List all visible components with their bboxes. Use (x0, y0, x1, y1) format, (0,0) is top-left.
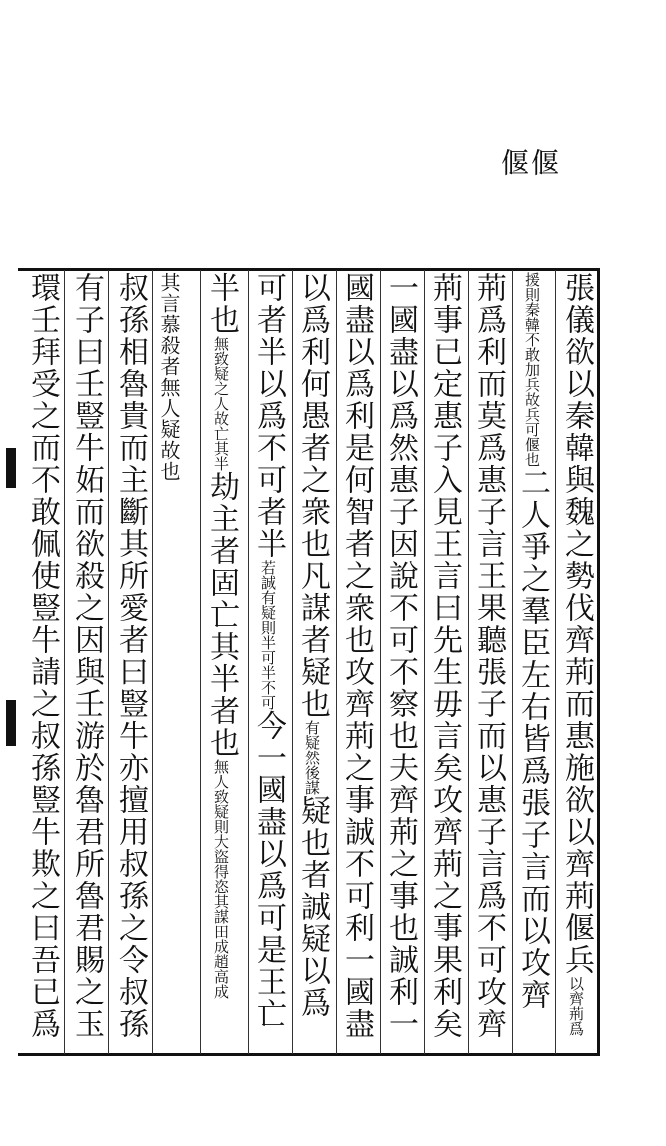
column-text: 一國盡以爲然惠子因說不可不察也夫齊荊之事也誠利一 (383, 272, 418, 1040)
column-text: 可者半以爲不可者半 (251, 272, 286, 560)
column-text: 今一國盡以爲可是王亡 (251, 710, 286, 1030)
text-column (68, 272, 104, 1050)
column-text: 荊爲利而莫爲惠子言王果聽張子而以惠子言爲不可攻齊 (471, 272, 506, 1040)
column-rule (424, 270, 425, 1054)
column-text: 劫主者固亡其半者也 (204, 471, 239, 759)
text-column (250, 272, 286, 1050)
column-rule (200, 270, 201, 1054)
text-column (24, 272, 60, 1050)
column-text: 環壬拜受之而不敢佩使豎牛請之叔孫豎牛欺之曰吾已爲 (25, 272, 60, 1040)
column-text: 半也 (204, 272, 239, 336)
column-text: 以爲利何愚者之衆也凡謀者疑也 (295, 272, 330, 720)
column-text: 叔孫相魯貴而主斷其所愛者曰豎牛亦擅用叔孫之令叔孫 (113, 272, 148, 1040)
column-text: 荊事已定惠子入見王言曰先生毋言矣攻齊荊之事果利矣 (427, 272, 462, 1040)
column-text: 疑也者誠疑以爲 (295, 795, 330, 1019)
column-text: 國盡以爲利是何智者之衆也攻齊荊之事誠不可利一國盡 (339, 272, 374, 1040)
column-annotation: 有疑然後謀 (303, 720, 321, 795)
text-column (426, 272, 462, 1050)
column-rule (292, 270, 293, 1054)
column-text: 有子曰壬豎牛妬而欲殺之因與壬游於魯君所魯君賜之玉 (69, 272, 104, 1040)
margin-annotation (498, 148, 558, 180)
binding-edge-mark (6, 448, 16, 488)
column-rule (108, 270, 109, 1054)
column-annotation: 援則秦韓不敢加兵故兵可偃也 (523, 272, 541, 467)
margin-annotation-char: 偃 (527, 148, 560, 180)
column-rule (380, 270, 381, 1054)
binding-edge-mark (6, 700, 16, 746)
column-rule (336, 270, 337, 1054)
text-column (470, 272, 506, 1050)
column-annotation: 無致疑之人故亡其半 (212, 336, 230, 471)
text-column (514, 272, 550, 1050)
annotation-column (158, 272, 180, 482)
column-text: 張儀欲以秦韓與魏之勢伐齊荊而惠施欲以齊荊偃兵 (559, 272, 594, 976)
column-text: 二人爭之羣臣左右皆爲張子言而以攻齊 (515, 467, 550, 1011)
text-column (294, 272, 330, 1050)
text-column (558, 272, 594, 1050)
text-column (338, 272, 374, 1050)
column-rule (468, 270, 469, 1054)
column-annotation: 若誠有疑則半可半不可 (259, 560, 277, 710)
column-annotation: 其言慕殺者無人疑故也 (157, 272, 181, 482)
column-annotation: 無人致疑則大盜得恣其謀田成趙高成 (212, 759, 230, 999)
text-column (112, 272, 148, 1050)
column-rule (555, 270, 556, 1054)
text-column (382, 272, 418, 1050)
margin-annotation-char: 偃 (497, 148, 530, 180)
column-rule (512, 270, 513, 1054)
text-column (203, 272, 239, 1050)
column-annotation: 以齊荊爲 (567, 976, 585, 1036)
column-rule (152, 270, 153, 1054)
column-rule (248, 270, 249, 1054)
column-rule (64, 270, 65, 1054)
